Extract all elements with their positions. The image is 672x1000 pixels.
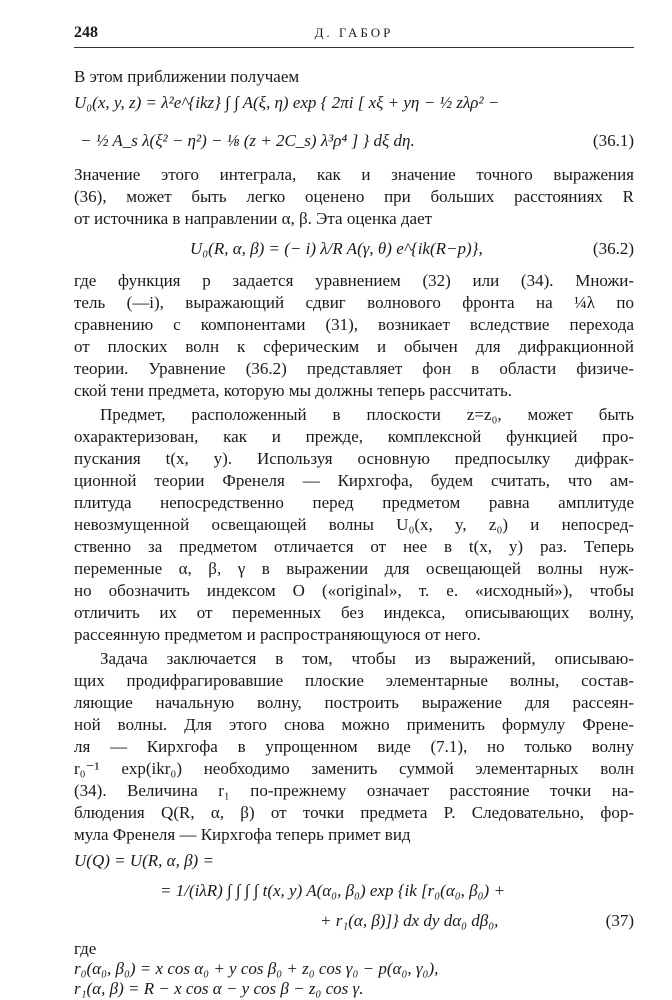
- equation-number-37: (37): [605, 911, 634, 930]
- equation-r0-definition: r₀(α₀, β₀) = x cos α₀ + y cos β₀ + z₀ cos γ₀ − p(α₀, γ₀),: [74, 959, 439, 978]
- text-line: теории. Уравнение (36.2) представляет фон в области физиче-: [74, 359, 634, 378]
- text-line: где: [74, 939, 97, 958]
- text-line: ляющие начальную волну, построить выражение для рассеян-: [74, 693, 634, 712]
- text-line: Значение этого интеграла, как и значение точного выражения: [74, 165, 634, 184]
- text-line: (36), может быть легко оценено при больших расстояниях R: [74, 187, 634, 206]
- text-line: ционной теории Френеля — Кирхгофа, будем считать, что ам-: [74, 471, 634, 490]
- equation-36-1-line2: − ½ A_s λ(ξ² − η²) − ⅛ (z + 2C_s) λ³ρ⁴ ] } dξ dη.: [80, 131, 415, 150]
- text-line: Задача заключается в том, чтобы из выражений, описываю-: [100, 649, 634, 668]
- text-line: от источника в направлении α, β. Эта оценка дает: [74, 209, 433, 228]
- equation-37-line1: U(Q) = U(R, α, β) =: [74, 851, 214, 870]
- equation-number-36-2: (36.2): [592, 239, 634, 258]
- text-line: В этом приближении получаем: [74, 67, 300, 86]
- header-rule: [74, 47, 634, 48]
- text-line: Предмет, расположенный в плоскости z=z₀, может быть: [100, 405, 634, 424]
- equation-36-1-line1: U₀(x, y, z) = λ²e^{ikz} ∫ ∫ A(ξ, η) exp { 2πi [ xξ + yη − ½ zλρ² −: [74, 93, 500, 112]
- text-line: (34). Величина r₁ по-прежнему означает расстояние точки на-: [74, 781, 634, 800]
- equation-37-line2: = 1/(iλR) ∫ ∫ ∫ ∫ t(x, y) A(α₀, β₀) exp {ik [r₀(α₀, β₀) +: [160, 881, 505, 900]
- text-line: r₀⁻¹ exp(ikr₀) необходимо заменить суммой элементарных волн: [74, 759, 634, 778]
- text-line: ственно за предметом отличается от нее в t(x, y) раз. Теперь: [74, 537, 634, 556]
- text-line: блюдения Q(R, α, β) от точки предмета P. Следовательно, фор-: [74, 803, 634, 822]
- text-line: пускания t(x, y). Используя основную предпосылку дифрак-: [74, 449, 634, 468]
- text-line: ной волны. Для этого снова можно применить формулу Френе-: [74, 715, 634, 734]
- equation-number-36-1: (36.1): [592, 131, 634, 150]
- page-number: 248: [74, 24, 98, 41]
- text-line: мула Френеля — Кирхгофа теперь примет вид: [74, 825, 411, 844]
- text-line: сравнению с компонентами (31), возникает вследствие перехода: [74, 315, 634, 334]
- text-line: где функция p задается уравнением (32) или (34). Множи-: [74, 271, 634, 290]
- text-line: но обозначить индексом O («original», т. е. «исходный»), чтобы: [74, 581, 634, 600]
- text-line: ля — Кирхгофа в упрощенном виде (7.1), но только волну: [74, 737, 634, 756]
- text-line: отличить их от переменных без индекса, описывающих волну,: [74, 603, 634, 622]
- text-line: ской тени предмета, которую мы должны теперь рассчитать.: [74, 381, 512, 400]
- page-header: [74, 24, 634, 46]
- equation-37-line3: + r₁(α, β)]} dx dy dα₀ dβ₀,: [320, 911, 499, 930]
- equation-r1-definition: r₁(α, β) = R − x cos α − y cos β − z₀ cos γ.: [74, 979, 364, 998]
- text-line: щих продифрагировавшие плоские элементарные волны, состав-: [74, 671, 634, 690]
- text-line: плитуда непосредственно перед предметом равна амплитуде: [74, 493, 634, 512]
- text-line: от плоских волн к сферическим и обычен для дифракционной: [74, 337, 634, 356]
- text-line: рассеянную предметом и распространяющуюся от него.: [74, 625, 481, 644]
- text-line: охарактеризован, как и прежде, комплексной функцией про-: [74, 427, 634, 446]
- text-line: переменные α, β, γ в выражении для освещающей волны нуж-: [74, 559, 634, 578]
- text-line: тель (—i), выражающий сдвиг волнового фронта на ¼λ по: [74, 293, 634, 312]
- equation-36-2: U₀(R, α, β) = (− i) λ/R A(γ, θ) e^{ik(R−p)},: [190, 239, 483, 258]
- text-line: невозмущенной освещающей волны U₀(x, y, z₀) и непосред-: [74, 515, 634, 534]
- running-head: Д. ГАБОР: [314, 25, 394, 40]
